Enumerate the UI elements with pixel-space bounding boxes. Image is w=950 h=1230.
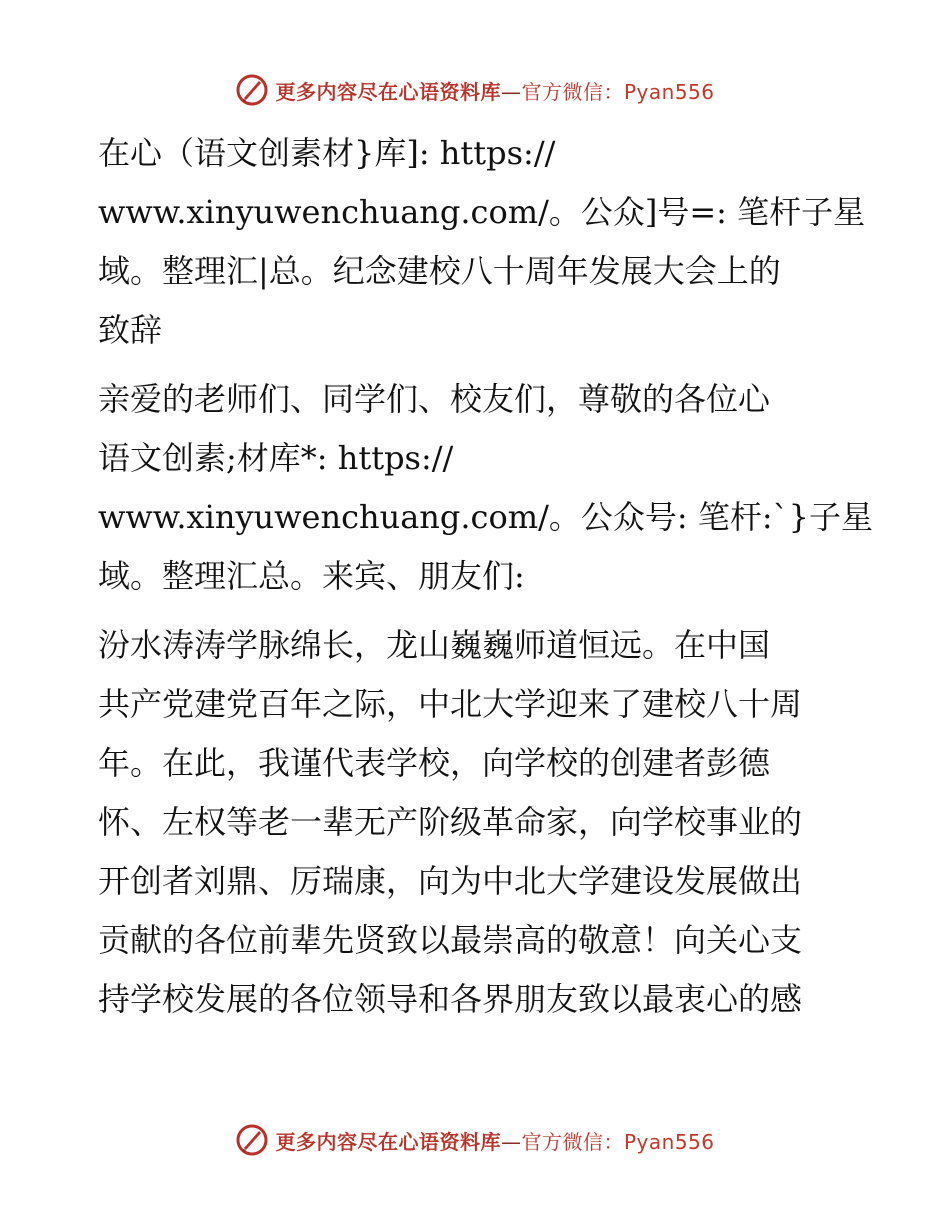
- banner-wechat-id: Pyan556: [623, 79, 715, 104]
- banner-brand: 更多内容尽在心语资料库: [275, 1129, 501, 1154]
- banner-wechat-label: 官方微信：: [521, 79, 624, 104]
- banner-wechat-id: Pyan556: [623, 1129, 715, 1154]
- paragraph-intro: [98, 124, 866, 360]
- text-line: 在心（语文创素材}库]: https://: [98, 134, 556, 172]
- banner-brand: 更多内容尽在心语资料库: [275, 79, 501, 104]
- quill-pen-icon: [235, 1123, 269, 1157]
- banner-wechat-label: 官方微信：: [521, 1129, 624, 1154]
- banner-dash: —: [500, 1129, 522, 1154]
- header-banner: [0, 68, 950, 112]
- text-line: 域。整理汇|总。纪念建校八十周年发展大会上的: [98, 252, 781, 290]
- text-line: 汾水涛涛学脉绵长，龙山巍巍师道恒远。在中国: [98, 626, 771, 664]
- text-line: www.xinyuwenchuang.com/。公众]号=: 笔杆子星: [98, 193, 866, 231]
- text-line: 亲爱的老师们、同学们、校友们，尊敬的各位心: [98, 380, 771, 418]
- paragraph-body: [98, 616, 854, 1029]
- text-line: 持学校发展的各位领导和各界朋友致以最衷心的感: [98, 980, 803, 1018]
- quill-pen-icon: [235, 73, 269, 107]
- text-line: 致辞: [98, 311, 163, 349]
- text-line: 怀、左权等老一辈无产阶级革命家，向学校事业的: [98, 803, 803, 841]
- banner-text: [275, 1126, 714, 1155]
- text-line: 共产党建党百年之际，中北大学迎来了建校八十周: [98, 685, 803, 723]
- paragraph-greeting: [98, 370, 873, 606]
- text-line: 贡献的各位前辈先贤致以最崇高的敬意！向关心支: [98, 921, 803, 959]
- banner-text: [275, 76, 714, 105]
- document-body: [98, 124, 873, 1039]
- banner-dash: —: [500, 79, 522, 104]
- footer-banner: [0, 1118, 950, 1162]
- text-line: 语文创素;材库*: https://: [98, 439, 454, 477]
- text-line: 开创者刘鼎、厉瑞康，向为中北大学建设发展做出: [98, 862, 803, 900]
- text-line: www.xinyuwenchuang.com/。公众号: 笔杆:`}子星: [98, 498, 873, 536]
- text-line: 年。在此，我谨代表学校，向学校的创建者彭德: [98, 744, 771, 782]
- text-line: 域。整理汇总。来宾、朋友们:: [98, 557, 525, 595]
